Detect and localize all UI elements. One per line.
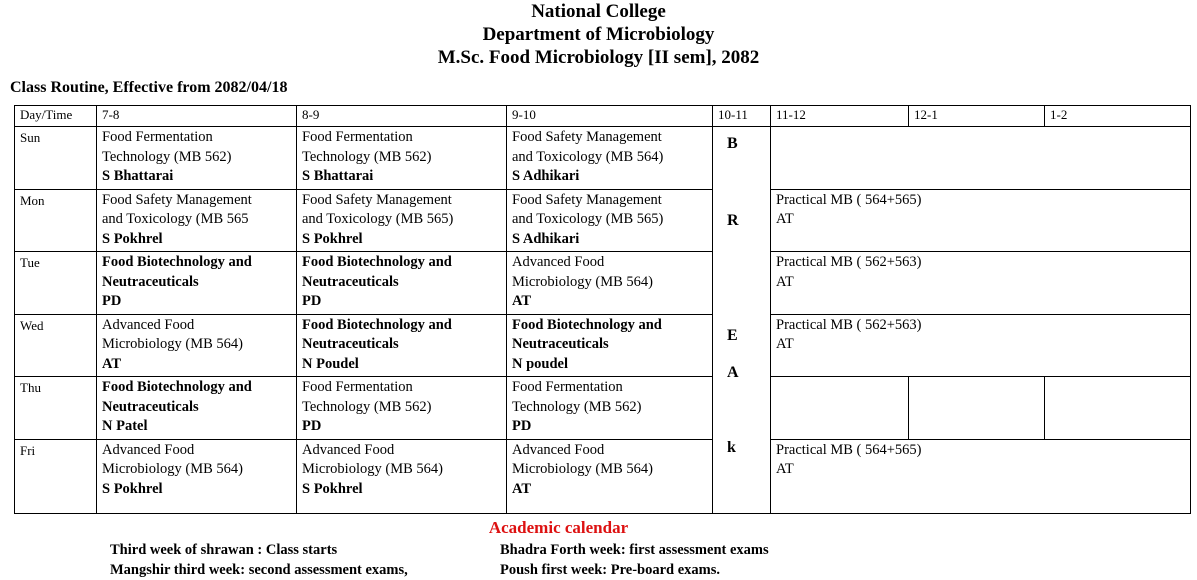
subject-line-1: Advanced Food [102,441,195,458]
table-row [15,314,1191,377]
table-row [15,189,1191,252]
practical-title: Practical MB ( 564+565) [776,191,922,208]
subject-line-1: Food Fermentation [512,379,623,395]
day-label-sun: Sun [15,127,97,190]
practical-teacher: AT [776,211,794,227]
subject-line-2: Microbiology (MB 564) [102,336,243,352]
teacher-name: S Adhikari [512,168,580,184]
subject-line-1: Food Biotechnology and [512,316,662,333]
teacher-name: N poudel [512,355,569,372]
table-row [15,127,1191,190]
subject-line-2: Neutraceuticals [302,273,399,290]
practical-cell-fri [771,439,1191,513]
calendar-entry: Bhadra Forth week: first assessment exams [500,541,769,558]
subject-line-1: Food Safety Management [302,191,452,208]
break-letter-r: R [727,212,739,229]
subject-line-1: Advanced Food [102,316,195,333]
col-header-10-11: 10-11 [713,106,771,127]
program-title: M.Sc. Food Microbiology [II sem], 2082 [437,47,760,68]
subject-line-1: Advanced Food [302,441,395,458]
subject-line-1: Food Safety Management [102,191,252,208]
teacher-name: S Bhattarai [102,168,174,184]
col-header-11-12: 11-12 [771,106,909,127]
day-label-fri: Fri [15,439,97,513]
table-row [15,439,1191,513]
subject-line-1: Food Fermentation [302,379,413,395]
col-header-9-10: 9-10 [507,106,713,127]
subject-line-2: and Toxicology (MB 565) [302,211,454,227]
subject-line-2: Microbiology (MB 564) [302,461,443,477]
col-header-day-time: Day/Time [15,106,97,127]
class-routine-table-wrapper [14,105,1190,514]
document-header [0,0,1197,69]
subject-line-2: Microbiology (MB 564) [512,461,653,477]
class-cell-fri-9-10 [507,439,713,513]
teacher-name: S Pokhrel [302,230,363,247]
department-name: Department of Microbiology [482,24,715,45]
subject-line-1: Food Biotechnology and [302,316,452,333]
class-cell-mon-7-8 [97,189,297,252]
practical-teacher: AT [776,461,794,477]
practical-title: Practical MB ( 562+563) [776,316,922,333]
class-cell-mon-8-9 [297,189,507,252]
class-cell-sun-9-10 [507,127,713,190]
class-cell-tue-7-8 [97,252,297,315]
subject-line-2: Neutraceuticals [512,336,609,352]
practical-cell-tue [771,252,1191,315]
practical-cell-mon [771,189,1191,252]
subject-line-2: and Toxicology (MB 565 [102,211,249,227]
practical-title: Practical MB ( 564+565) [776,441,922,458]
practical-cell-sun [771,127,1191,190]
subject-line-2: Neutraceuticals [302,336,399,352]
class-cell-wed-8-9 [297,314,507,377]
teacher-name: S Pokhrel [102,480,163,497]
practical-cell-thu-12-1 [909,377,1045,440]
day-label-tue: Tue [15,252,97,315]
calendar-entry: Third week of shrawan : Class starts [110,541,338,558]
class-cell-thu-9-10 [507,377,713,440]
subject-line-1: Food Safety Management [512,191,662,208]
academic-calendar-title: Academic calendar [488,517,629,537]
day-label-thu: Thu [15,377,97,440]
practical-title: Practical MB ( 562+563) [776,254,922,270]
break-letter-k: k [727,439,736,456]
class-routine-table [14,105,1191,514]
col-header-1-2: 1-2 [1045,106,1191,127]
subject-line-1: Food Biotechnology and [302,254,452,270]
table-header-row [15,106,1191,127]
break-letter-e: E [727,327,738,344]
teacher-name: S Pokhrel [102,230,163,247]
teacher-name: AT [512,480,532,497]
teacher-name: AT [102,355,122,372]
subject-line-2: Microbiology (MB 564) [512,273,653,290]
class-cell-tue-8-9 [297,252,507,315]
col-header-7-8: 7-8 [97,106,297,127]
break-letter-a: A [727,364,739,381]
class-cell-fri-8-9 [297,439,507,513]
practical-cell-thu-1-2 [1045,377,1191,440]
practical-cell-thu-11-12 [771,377,909,440]
subject-line-1: Food Fermentation [102,129,213,145]
subject-line-2: and Toxicology (MB 565) [512,211,664,227]
college-name: National College [531,1,666,22]
calendar-entry: Mangshir third week: second assessment exams, [110,561,408,578]
teacher-name: PD [302,418,322,434]
subject-line-2: Technology (MB 562) [302,148,432,165]
day-label-wed: Wed [15,314,97,377]
break-column [713,127,771,514]
practical-teacher: AT [776,273,794,290]
col-header-8-9: 8-9 [297,106,507,127]
class-cell-sun-7-8 [97,127,297,190]
class-cell-tue-9-10 [507,252,713,315]
teacher-name: S Bhattarai [302,168,374,184]
subject-line-2: and Toxicology (MB 564) [512,148,664,165]
class-cell-wed-7-8 [97,314,297,377]
teacher-name: PD [512,418,532,434]
teacher-name: AT [512,293,532,309]
teacher-name: PD [302,293,322,309]
class-cell-thu-7-8 [97,377,297,440]
subject-line-1: Food Safety Management [512,129,662,145]
subject-line-2: Technology (MB 562) [512,398,642,415]
break-letter-b: B [727,135,738,152]
subject-line-1: Food Biotechnology and [102,254,252,270]
teacher-name: S Adhikari [512,230,580,247]
col-header-12-1: 12-1 [909,106,1045,127]
table-row [15,252,1191,315]
calendar-entry: Poush first week: Pre-board exams. [500,561,721,578]
table-row [15,377,1191,440]
class-cell-thu-8-9 [297,377,507,440]
class-cell-mon-9-10 [507,189,713,252]
subject-line-2: Neutraceuticals [102,398,199,415]
subject-line-2: Technology (MB 562) [302,398,432,415]
subject-line-1: Food Biotechnology and [102,379,252,395]
teacher-name: PD [102,293,122,309]
subject-line-2: Technology (MB 562) [102,148,232,165]
practical-teacher: AT [776,336,794,352]
subject-line-1: Advanced Food [512,254,605,270]
subject-line-2: Neutraceuticals [102,273,199,290]
class-cell-fri-7-8 [97,439,297,513]
teacher-name: S Pokhrel [302,480,363,497]
academic-calendar-entries [0,540,1197,580]
subject-line-2: Microbiology (MB 564) [102,461,243,477]
practical-cell-wed [771,314,1191,377]
subject-line-1: Advanced Food [512,441,605,458]
class-cell-wed-9-10 [507,314,713,377]
teacher-name: N Poudel [302,355,359,372]
day-label-mon: Mon [15,189,97,252]
subject-line-1: Food Fermentation [302,129,413,145]
routine-effective-date: Class Routine, Effective from 2082/04/18 [10,79,288,96]
class-cell-sun-8-9 [297,127,507,190]
teacher-name: N Patel [102,418,148,434]
